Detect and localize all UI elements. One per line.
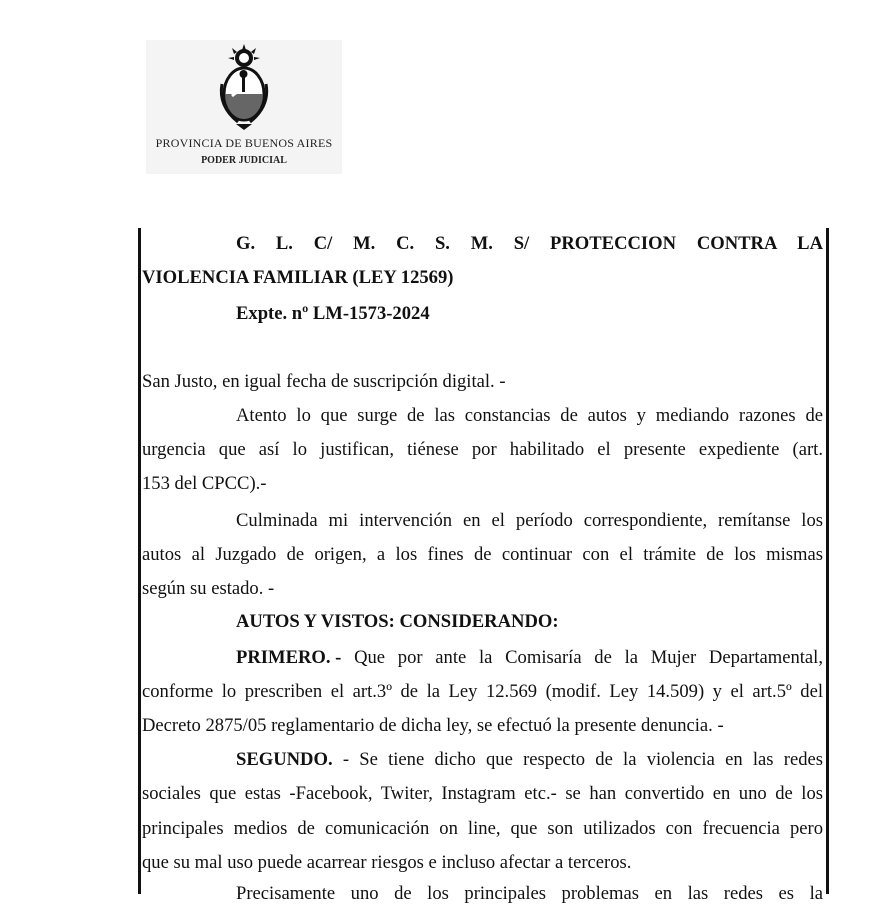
province-name: PROVINCIA DE BUENOS AIRES xyxy=(155,136,333,150)
paragraph-line: según su estado. - xyxy=(142,578,275,599)
section-heading: AUTOS Y VISTOS: CONSIDERANDO: xyxy=(236,611,559,632)
place-date: San Justo, en igual fecha de suscripción digital. - xyxy=(142,371,506,392)
paragraph-line: 153 del CPCC).- xyxy=(142,473,267,494)
right-margin-rule xyxy=(826,228,829,894)
judicial-branch: PODER JUDICIAL xyxy=(201,155,287,166)
paragraph-line: que su mal uso puede acarrear riesgos e incluso afectar a terceros. xyxy=(142,852,632,873)
file-number: Expte. nº LM-1573-2024 xyxy=(236,303,430,324)
paragraph-line xyxy=(142,646,823,670)
letterhead xyxy=(146,40,342,174)
segundo-label: SEGUNDO. xyxy=(236,749,333,770)
paragraph-line-cut: Precisamente uno de los principales problemas en las redes es la xyxy=(236,883,823,904)
paragraph-line: Decreto 2875/05 reglamentario de dicha ley, se efectuó la presente denuncia. - xyxy=(142,715,724,736)
coat-of-arms-icon xyxy=(214,44,274,134)
case-caption-line-2: VIOLENCIA FAMILIAR (LEY 12569) xyxy=(142,267,454,288)
paragraph-line: principales medios de comunicación on line, que son utilizados con frecuencia pero xyxy=(142,818,823,839)
segundo-text: - Se tiene dicho que respecto de la violencia en las redes xyxy=(332,749,823,770)
paragraph-line: Atento lo que surge de las constancias de autos y mediando razones de xyxy=(236,405,823,426)
primero-label: PRIMERO. - xyxy=(236,647,342,668)
primero-text: Que por ante la Comisaría de la Mujer Departamental, xyxy=(341,647,823,668)
paragraph-line: sociales que estas -Facebook, Twiter, Instagram etc.- se han convertido en uno de los xyxy=(142,783,823,804)
paragraph-line: conforme lo prescriben el art.3º de la Ley 12.569 (modif. Ley 14.509) y el art.5º del xyxy=(142,681,823,702)
paragraph-line xyxy=(142,748,823,772)
paragraph-line: urgencia que así lo justifican, tiénese por habilitado el presente expediente (art. xyxy=(142,439,823,460)
case-caption-line-1: G. L. C/ M. C. S. M. S/ PROTECCION CONTRA LA xyxy=(236,233,823,254)
paragraph-line: Culminada mi intervención en el período correspondiente, remítanse los xyxy=(236,510,823,531)
left-margin-rule xyxy=(138,228,141,894)
paragraph-line: autos al Juzgado de origen, a los fines de continuar con el trámite de los mismas xyxy=(142,544,823,565)
